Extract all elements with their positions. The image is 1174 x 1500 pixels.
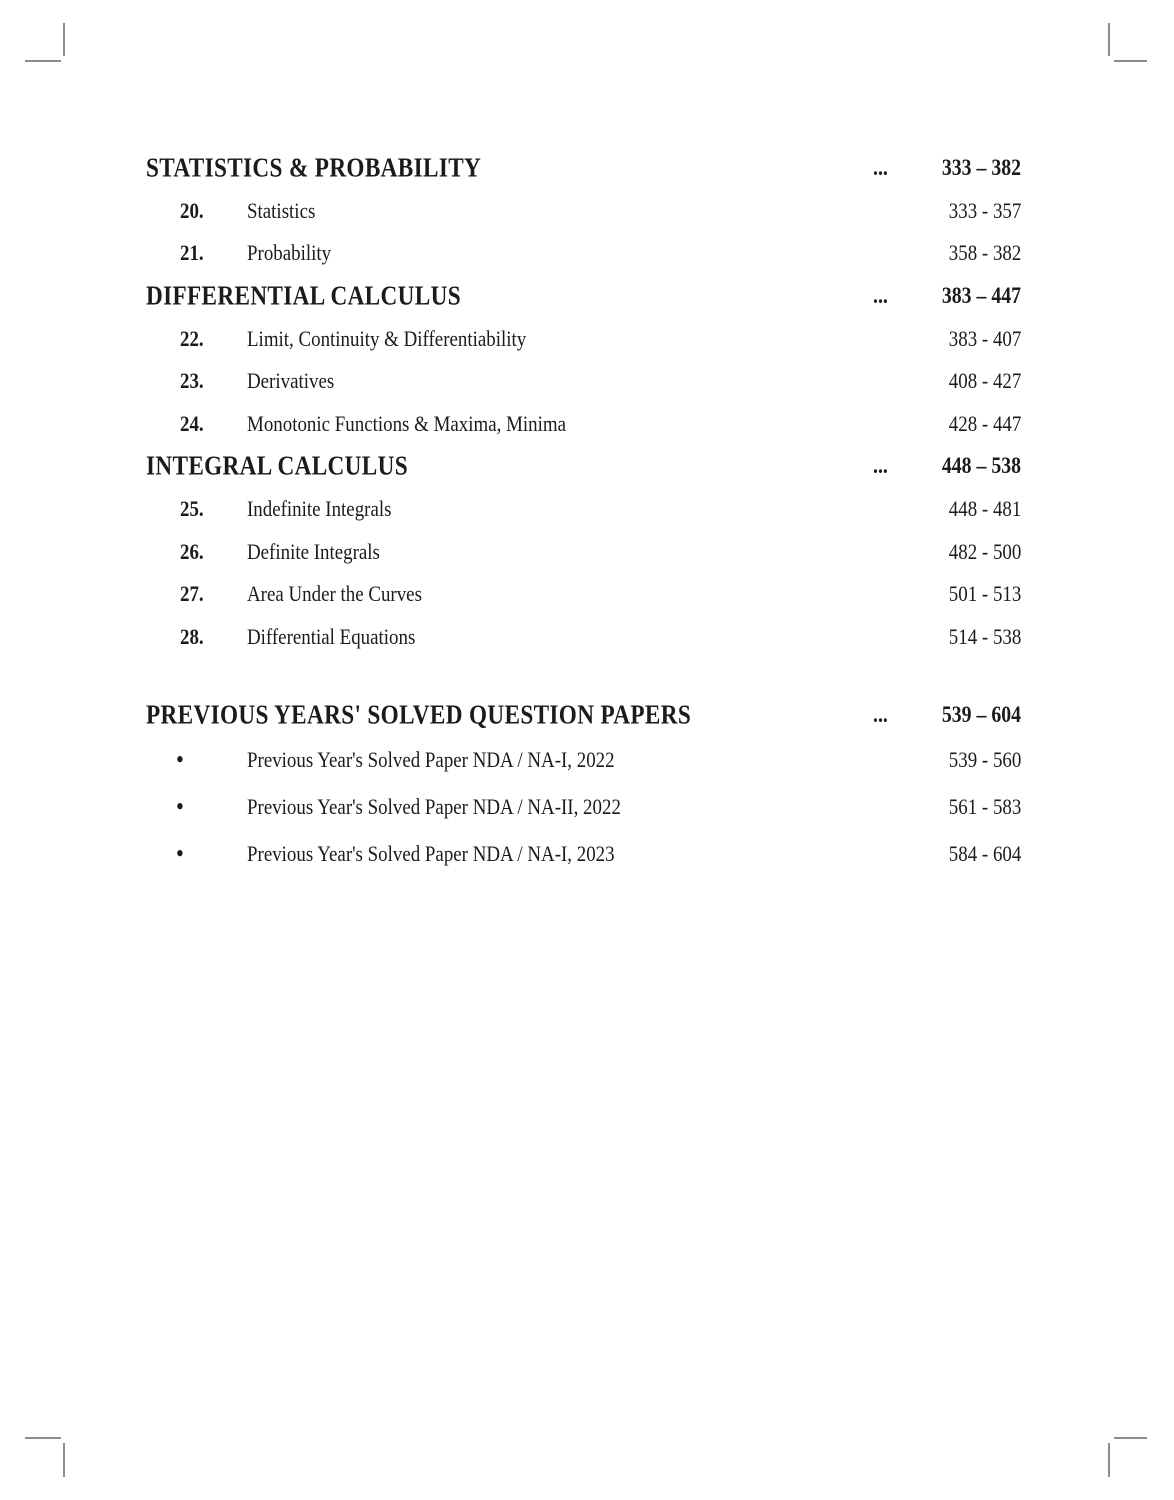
toc-entry-row — [146, 488, 1021, 531]
toc-entry-row — [146, 530, 1021, 573]
entry-page-range: 584 - 604 — [948, 841, 1021, 867]
toc-entry-row — [146, 573, 1021, 616]
toc-section-header — [146, 694, 1021, 737]
section-page-range: 383 – 447 — [941, 283, 1021, 309]
section-page-range: 539 – 604 — [941, 702, 1021, 728]
entry-page-range: 501 - 513 — [948, 581, 1021, 607]
entry-number: 20. — [180, 197, 204, 223]
entry-title: Area Under the Curves — [247, 581, 422, 607]
crop-mark-top-left-horizontal — [25, 60, 61, 62]
entry-title: Definite Integrals — [247, 538, 380, 564]
entry-title: Previous Year's Solved Paper NDA / NA-II, 2022 — [247, 794, 621, 820]
toc-entry-row — [146, 616, 1021, 659]
crop-mark-bottom-right-vertical — [1108, 1443, 1110, 1477]
entry-page-range: 428 - 447 — [948, 410, 1021, 436]
entry-title: Statistics — [247, 197, 316, 223]
toc-section-previous-papers — [146, 694, 1021, 878]
section-title: PREVIOUS YEARS' SOLVED QUESTION PAPERS — [146, 699, 692, 730]
section-leader-dots: ... — [873, 453, 888, 479]
entry-number: 25. — [180, 496, 204, 522]
entry-page-range: 408 - 427 — [948, 368, 1021, 394]
entry-number: 26. — [180, 538, 204, 564]
section-page-range: 448 – 538 — [941, 453, 1021, 479]
entry-page-range: 539 - 560 — [948, 747, 1021, 773]
toc-entry-row — [146, 317, 1021, 360]
entry-title: Probability — [247, 240, 332, 266]
entry-number: 23. — [180, 368, 204, 394]
toc-entry-row: • Previous Year's Solved Paper NDA / NA-II, 2022 561 - 583 — [176, 792, 1021, 822]
toc-section-header — [146, 275, 1021, 318]
section-leader-dots: ... — [873, 702, 888, 728]
entry-title: Indefinite Integrals — [247, 496, 392, 522]
toc-entry-row — [146, 190, 1021, 233]
crop-mark-top-right-vertical — [1108, 23, 1110, 56]
entry-title: Previous Year's Solved Paper NDA / NA-I, 2023 — [247, 841, 615, 867]
toc-section-header — [146, 147, 1021, 190]
entry-page-range: 561 - 583 — [948, 794, 1021, 820]
toc-section-differential-calculus — [146, 275, 1021, 445]
entry-page-range: 482 - 500 — [948, 538, 1021, 564]
crop-mark-top-left-vertical — [63, 23, 65, 56]
toc-entry-row: • Previous Year's Solved Paper NDA / NA-I, 2022 539 - 560 — [176, 745, 1021, 775]
entry-title: Derivatives — [247, 368, 335, 394]
entry-page-range: 333 - 357 — [948, 197, 1021, 223]
crop-mark-bottom-left-vertical — [63, 1443, 65, 1477]
entry-number: 22. — [180, 325, 204, 351]
toc-entry-row — [146, 360, 1021, 403]
entry-page-range: 358 - 382 — [948, 240, 1021, 266]
table-of-contents — [146, 147, 1021, 878]
section-leader-dots: ... — [873, 155, 888, 181]
entry-number: 21. — [180, 240, 204, 266]
entry-number: 27. — [180, 581, 204, 607]
toc-section-integral-calculus — [146, 445, 1021, 658]
crop-mark-bottom-right-horizontal — [1114, 1437, 1147, 1439]
toc-entry-row: • Previous Year's Solved Paper NDA / NA-I, 2023 584 - 604 — [176, 839, 1021, 869]
section-title: INTEGRAL CALCULUS — [146, 450, 408, 481]
section-page-range: 333 – 382 — [941, 155, 1021, 181]
section-title: DIFFERENTIAL CALCULUS — [146, 280, 461, 311]
toc-section-statistics-probability — [146, 147, 1021, 275]
entry-title: Previous Year's Solved Paper NDA / NA-I, 2022 — [247, 747, 615, 773]
entry-title: Limit, Continuity & Differentiability — [247, 325, 527, 351]
section-title: STATISTICS & PROBABILITY — [146, 152, 482, 183]
crop-mark-bottom-left-horizontal — [25, 1437, 61, 1439]
entry-page-range: 514 - 538 — [948, 623, 1021, 649]
crop-mark-top-right-horizontal — [1114, 60, 1147, 62]
entry-number: 24. — [180, 410, 204, 436]
section-leader-dots: ... — [873, 283, 888, 309]
toc-entry-row — [146, 403, 1021, 446]
toc-section-header — [146, 445, 1021, 488]
entry-number: 28. — [180, 623, 204, 649]
entry-page-range: 448 - 481 — [948, 496, 1021, 522]
entry-page-range: 383 - 407 — [948, 325, 1021, 351]
entry-title: Differential Equations — [247, 623, 416, 649]
entry-title: Monotonic Functions & Maxima, Minima — [247, 410, 567, 436]
toc-entry-row — [146, 232, 1021, 275]
